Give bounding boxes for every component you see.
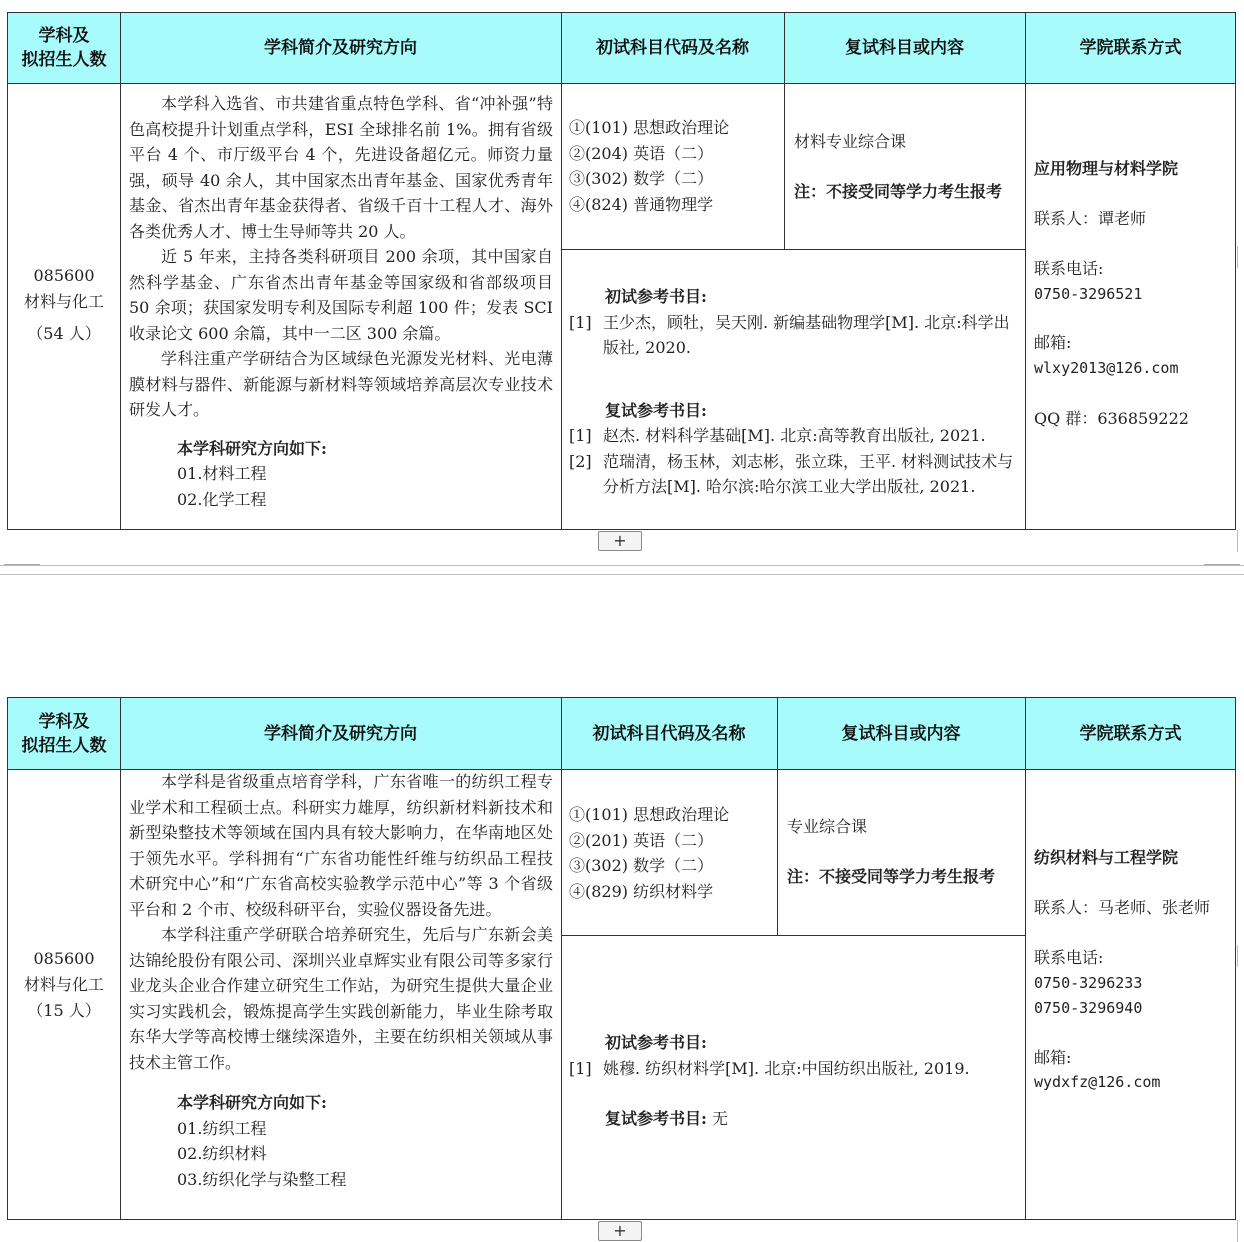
table-resize-handle[interactable] [1237,1220,1244,1242]
phone-label: 联系电话: [1034,259,1104,278]
email-label: 邮箱: [1034,333,1072,352]
retest-note: 注：不接受同等学力考生报考 [787,866,996,886]
intro-paragraph: 本学科入选省、市共建省重点特色学科、省“冲补强”特色高校提升计划重点学科，ESI 全球排名前 1%。拥有省级平台 4 个、市厅级平台 4 个，先进设备超亿元。师资力量强，硕导 40 余人，其中国家杰出青年基金、国家优秀青年基金、省杰出青年基金获得者、省级千百十工程人才、海外各类优秀人才、博士生导师等共 20 人。 [129,94,553,241]
exam-item: ①(101) 思想政治理论 [569,118,730,137]
header-subject-quota: 学科及 拟招生人数 [21,711,107,756]
email-address: wlxy2013@126.com [1034,358,1179,377]
subject-name: 材料与化工 [23,292,104,311]
phone-label: 联系电话: [1034,948,1104,967]
header-intro: 学科简介及研究方向 [264,38,417,58]
reference-number: [1] [569,1058,592,1078]
table-resize-handle[interactable] [1237,530,1244,552]
subject-code: 085600 [33,949,95,968]
reference-item [569,310,1021,361]
reference-books [569,284,1021,500]
subject-quota: （15 人） [27,1001,101,1020]
subject-intro [129,91,553,512]
retest-ref-title: 复试参考书目: [605,1109,707,1128]
college-contact [1034,845,1234,1096]
add-row-button[interactable]: + [598,531,642,551]
subject-intro [129,769,553,1192]
college-contact [1034,156,1234,432]
table-resize-handle[interactable] [1237,246,1244,268]
header-retest: 复试科目或内容 [841,723,961,744]
retest-subject: 材料专业综合课 [794,132,907,151]
exam-item: ③(302) 数学（二） [569,856,714,875]
initial-ref-title: 初试参考书目: [605,1033,707,1052]
email-address: wydxfz@126.com [1034,1073,1161,1091]
header-contact: 学院联系方式 [1079,723,1182,744]
intro-paragraph: 近 5 年来，主持各类科研项目 200 余项，其中国家自然科学基金、广东省杰出青年基金等国家级和省部级项目 50 余项；获国家发明专利及国际专利超 100 件；发表 SCI 收录论文 600 余篇，其中一二区 300 余篇。 [129,247,553,343]
retest-subject: 专业综合课 [787,817,868,836]
college-name: 应用物理与材料学院 [1034,159,1179,178]
contact-person: 联系人：马老师、张老师 [1034,897,1211,917]
reference-number: [1] [569,312,592,332]
table-resize-handle[interactable] [1237,945,1244,967]
header-intro: 学科简介及研究方向 [264,723,417,744]
initial-ref-title: 初试参考书目: [605,287,707,306]
exam-item: ③(302) 数学（二） [569,169,714,188]
reference-item [569,1056,1021,1082]
subject-table-2 [7,697,1236,1220]
header-initial-exam: 初试科目代码及名称 [592,723,746,744]
exam-item: ④(829) 纺织材料学 [569,881,714,901]
reference-item [569,449,1021,500]
reference-item [569,423,1021,449]
retest-ref-title: 复试参考书目: [605,400,707,420]
intro-paragraph: 学科注重产学研结合为区域绿色光源发光材料、光电薄膜材料与器件、新能源与新材料等领域培养高层次专业技术研发人才。 [129,349,553,419]
exam-item: ④(824) 普通物理学 [569,194,714,214]
reference-text: 姚穆. 纺织材料学[M]. 北京:中国纺织出版社, 2019. [603,1058,970,1078]
reference-text: 赵杰. 材料科学基础[M]. 北京:高等教育出版社, 2021. [603,426,986,445]
initial-exam-list [569,802,774,904]
direction-item: 03.纺织化学与染整工程 [177,1169,347,1189]
exam-item: ②(204) 英语（二） [569,143,714,163]
retest-ref-none: 无 [712,1109,729,1128]
subject-code: 085600 [33,266,95,285]
subject-code-cell [8,946,120,1024]
table-header-row [8,698,1235,770]
header-initial-exam: 初试科目代码及名称 [596,38,749,58]
directions-title: 本学科研究方向如下: [177,1093,327,1112]
exam-item: ①(101) 思想政治理论 [569,805,730,824]
email-label: 邮箱: [1034,1047,1072,1067]
college-name: 纺织材料与工程学院 [1034,848,1179,867]
phone-number: 0750-3296233 [1034,973,1143,992]
reference-number: [1] [569,426,592,445]
intro-paragraph: 本学科是省级重点培育学科，广东省唯一的纺织工程专业学术和工程硕士点。科研实力雄厚，纺织新材料新技术和新型染整技术等领域在国内具有较大影响力，在华南地区处于领先水平。学科拥有“广东省功能性纤维与纺织品工程技术研究中心”和“广东省高校实验教学示范中心”等 3 个省级平台和 2 个市、校级科研平台，实验仪器设备先进。 [129,772,553,919]
initial-exam-list [569,115,779,217]
direction-item: 01.材料工程 [177,464,267,483]
reference-text: 范瑞清，杨玉林，刘志彬，张立珠，王平. 材料测试技术与分析方法[M]. 哈尔滨:哈尔滨工业大学出版社, 2021. [603,451,1014,496]
phone-number: 0750-3296940 [1034,999,1143,1017]
exam-item: ②(201) 英语（二） [569,830,714,850]
direction-item: 02.纺织材料 [177,1144,267,1163]
header-contact: 学院联系方式 [1079,38,1182,58]
direction-item: 02.化学工程 [177,489,267,509]
phone-number: 0750-3296521 [1034,284,1143,303]
table-header-row [8,13,1235,84]
page-corner-mark [1204,564,1240,577]
page-break [0,565,1244,575]
qq-group: QQ 群：636859222 [1034,409,1189,428]
reference-number: [2] [569,451,592,471]
add-row-button[interactable]: + [598,1221,642,1241]
retest-content [794,129,1022,204]
subject-code-cell [8,263,120,347]
page-corner-mark [4,564,40,577]
reference-books [569,1030,1021,1132]
retest-content [787,814,1023,889]
reference-text: 王少杰，顾牡，吴天刚. 新编基础物理学[M]. 北京:科学出版社, 2020. [603,312,1010,357]
retest-ref-line [569,1106,1021,1132]
header-subject-quota: 学科及 拟招生人数 [21,26,107,70]
subject-quota: （54 人） [27,324,101,343]
directions-title: 本学科研究方向如下: [177,438,327,458]
intro-paragraph: 本学科注重产学研联合培养研究生，先后与广东新会美达锦纶股份有限公司、深圳兴业卓辉实业有限公司等多家行业龙头企业合作建立研究生工作站，为研究生提供大量企业实习实践机会，锻炼提高学生实践创新能力，毕业生除考取东华大学等高校博士继续深造外，主要在纺织相关领域从事技术主管工作。 [129,925,553,1072]
contact-person: 联系人：谭老师 [1034,208,1147,228]
direction-item: 01.纺织工程 [177,1118,267,1138]
subject-table-1 [7,12,1236,530]
retest-note: 注：不接受同等学力考生报考 [794,181,1003,201]
subject-name: 材料与化工 [23,975,104,994]
header-retest: 复试科目或内容 [845,38,964,58]
